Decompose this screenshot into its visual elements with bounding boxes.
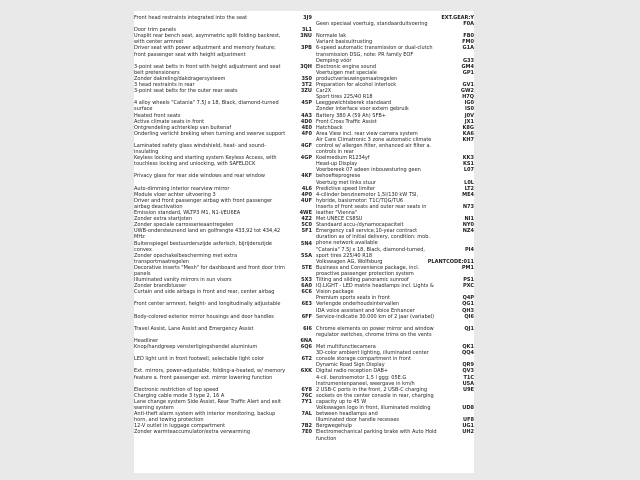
option-code: NZ4: [462, 228, 474, 235]
option-code: F0A: [463, 21, 474, 28]
option-code: JX1: [464, 118, 474, 125]
option-description: 3-point seat belts in front with height adjustment and seat belt pretensioners: [134, 63, 283, 76]
option-code: NI1: [464, 216, 474, 223]
option-description: Auto-dimming interior rearview mirror: [134, 185, 230, 192]
option-description: Sport tires 225/40 R18: [316, 94, 373, 101]
option-description: Geen speciaal voertuig, standaarduitvoering: [316, 21, 428, 28]
option-description: Front center armrest, height- and longitudinally adjustable: [134, 301, 281, 308]
option-description: Privacy glass for rear side windows and rear window: [134, 173, 266, 180]
option-code: GP1: [462, 69, 474, 76]
option-description: Demping vóór: [316, 57, 352, 64]
option-code: IS0: [465, 106, 474, 113]
option-code: U5A: [462, 380, 474, 387]
option-code: 6XK: [300, 368, 312, 375]
option-description: Zonder opschakelbescherming met extra transportmaatregelen: [134, 252, 239, 265]
option-description: Preparation for alcohol interlock: [316, 82, 397, 89]
option-code: KS1: [463, 161, 474, 168]
option-code: T1C: [463, 374, 474, 381]
option-description: 3 head restraints in rear: [134, 82, 195, 89]
right-description-column: [316, 15, 438, 442]
option-description: Lane change system Side Assist, Rear Traffic Alert and exit warning system: [134, 398, 283, 412]
option-description: Zonder speciale carrosserieaantregelen: [134, 222, 234, 229]
option-code: 4A3: [301, 112, 312, 119]
document-page: [134, 11, 474, 473]
option-code: KK3: [462, 155, 474, 162]
option-code: 3J9: [303, 15, 312, 21]
option-code: Q4P: [462, 295, 474, 302]
option-description: 2 USB-C ports in the front, 2 USB-C charging sockets on the center console in rear, charging capacity up to 45 W: [316, 386, 436, 405]
option-code: 7E0: [301, 429, 312, 436]
option-code: 3PB: [301, 45, 312, 52]
option-description: Curtain and side airbags in front and rear, center airbag: [134, 289, 275, 296]
option-code: 4UF: [301, 197, 312, 204]
option-description: 4-cilinder benzinemotor 1,5l/130 kW TSI, hybride, basismotor: T1C/TQG/TU6: [316, 191, 420, 204]
option-code: 5F1: [301, 228, 312, 235]
option-description: 3D-color ambient lighting, illuminated center console storage compartment in front: [316, 350, 431, 363]
option-description: Variant basisuitrusting: [316, 39, 373, 46]
option-code: L0L: [464, 179, 474, 186]
option-code: KH7: [462, 136, 474, 143]
option-description: Zonder warmteaccumulator/extra verwarming: [134, 429, 250, 436]
option-description: Illuminated door handle recesses: [316, 417, 400, 424]
option-code: LT2: [464, 185, 474, 192]
option-description: Premium sports seats in front: [316, 295, 390, 302]
option-description: IQ.LIGHT - LED matrix headlamps incl. Lights & Vision package: [316, 283, 436, 296]
option-code: 6FF: [301, 313, 312, 320]
option-description: Knop/handgreep vensterligingshendel aluminium: [134, 344, 258, 351]
option-code: PI4: [464, 246, 474, 253]
option-description: Module vloer achter uitvoering 3: [134, 191, 216, 198]
option-description: Electronic restriction of top speed: [134, 386, 219, 393]
option-code: UH2: [462, 429, 474, 436]
option-code: H7Q: [462, 94, 474, 101]
option-description: Normale lak: [316, 33, 347, 40]
option-description: Emergency call service,10-year contract duration as of initial delivery, condition: mob. phone network available: [316, 228, 432, 247]
option-description: Driver seat with power adjustment and memory feature; front passenger seat with height adjustment: [134, 45, 278, 58]
option-code: PM1: [461, 264, 474, 271]
option-description: Instrumentenpaneel, weergave in km/h: [316, 380, 415, 387]
option-description: Ontgrendeling achterklep van buitenaf: [134, 124, 232, 131]
left-code-column: [290, 15, 312, 436]
option-description: Voertuigen met speciale productverieuwingsmaatregelen: [316, 69, 398, 82]
option-description: Hatchback: [316, 124, 343, 131]
option-description: Inserts of front seats and outer rear seats in leather "Vienna": [316, 203, 429, 217]
option-code: GM4: [461, 63, 474, 70]
option-code: 6T2: [301, 356, 312, 363]
option-description: Battery 380 A (59 Ah) SFB+: [316, 112, 386, 119]
option-code: 4KF: [301, 173, 312, 180]
option-description: Tilting and sliding panoramic sunroof: [316, 277, 409, 284]
option-description: Driver and front passenger airbag with front passenger airbag deactivation: [134, 197, 274, 210]
option-description: Leeggewichtsberek standaard: [316, 100, 392, 107]
option-description: Unsplit rear bench seat, asymmetric split folding backrest, with center armrest: [134, 33, 283, 46]
option-code: 7AL: [301, 411, 312, 418]
option-code: G33: [462, 57, 474, 64]
option-code: L07: [463, 167, 474, 174]
option-code: 3S0: [301, 75, 312, 82]
option-code: QG1: [462, 301, 474, 308]
option-description: Met multifunctiecamera: [316, 344, 376, 351]
option-description: 4 alloy wheels "Catania" 7.5J x 18, Black, diamond-turned surface: [134, 100, 281, 113]
option-code: UD8: [462, 405, 474, 412]
option-code: QR9: [462, 362, 474, 369]
option-description: Anti-theft alarm system with interior monitoring, backup horn, and towing protection: [134, 411, 277, 424]
option-code: PXC: [462, 283, 474, 290]
option-code: J0V: [464, 112, 474, 119]
option-code: 4D0: [300, 118, 312, 125]
option-description: "Catania" 7.5J x 18, Black, diamond-turned, sport tires 225/40 R18: [316, 246, 427, 259]
option-code: 5X3: [301, 277, 312, 284]
option-description: Digital radio reception DAB+: [316, 368, 389, 375]
option-code: 7B2: [301, 423, 312, 430]
option-description: Volkswagen AG, Wolfsburg: [316, 258, 383, 265]
option-description: Front head restraints integrated into the seat: [134, 15, 248, 21]
option-code: KA6: [462, 130, 474, 137]
right-code-column: [424, 15, 474, 442]
option-code: GW2: [460, 88, 474, 95]
option-code: 4F0: [301, 130, 312, 137]
option-description: Area View incl. rear view camera system: [316, 130, 418, 137]
option-code: 6C6: [301, 289, 312, 296]
option-description: Koelmedium R1234yf: [316, 155, 370, 162]
option-description: Head-up Display: [316, 161, 358, 168]
option-description: Travel Assist, Lane Assist and Emergency Assist: [134, 325, 254, 332]
option-code: 6I6: [303, 325, 312, 332]
option-description: Predictive speed limiter: [316, 185, 376, 192]
option-description: Electromechanical parking brake with Auto Hold function: [316, 429, 439, 442]
option-code: U9E: [463, 386, 474, 393]
option-description: Air Care Climatronic 3 zone automatic climate control w/ allergen filter, enhanced air filter a. controls in rear: [316, 136, 433, 156]
option-description: Car2X: [316, 88, 332, 95]
option-description: Headliner: [134, 338, 159, 344]
option-description: Zonder dakreling/dakdragersysteem: [134, 75, 226, 82]
option-code: G1A: [462, 45, 474, 52]
option-code: GV1: [462, 82, 474, 89]
option-description: 4-cil. benzinemotor 1,5 l ggg: 05E.G: [316, 374, 407, 381]
option-code: QI6: [464, 313, 474, 320]
option-code: 5SA: [301, 252, 312, 259]
option-description: Heated front seats: [134, 112, 181, 119]
option-code: 4WE: [299, 210, 312, 217]
option-description: Front Cross Traffic Assist: [316, 118, 377, 125]
option-description: 3-point seat belts for the outer rear seats: [134, 88, 238, 95]
option-description: Decorative inserts "Mesh" for dashboard and front door trim panels: [134, 264, 287, 277]
option-code: 3L1: [301, 27, 312, 34]
option-description: Chrome elements on power mirror and window regulator switches, chrome trims on the vents: [316, 325, 436, 338]
option-code: PLANTCODE:011: [427, 258, 474, 265]
left-description-column: [134, 15, 289, 436]
option-code: 4E0: [301, 124, 312, 131]
option-code: EXT.GEAR:Y: [441, 15, 474, 21]
option-description: Voertuig met links stuur: [316, 179, 376, 186]
option-code: QK1: [462, 344, 474, 351]
option-code: FB0: [463, 33, 474, 40]
option-description: Buitenspiegel bestuurderszijde asferisch, bijrijderszijde convex: [134, 240, 274, 253]
option-code: 6A0: [301, 283, 312, 290]
option-description: IDA voice assistant and Voice Enhancer: [316, 307, 415, 314]
option-description: UWB-ondersteunend land en golfrengte 433,92 tot 434,42 MHz: [134, 228, 282, 241]
option-code: 6Y8: [301, 386, 312, 393]
option-description: Volkswagen logo in front, illuminated molding between headlamps and: [316, 405, 433, 418]
option-code: 6E3: [301, 301, 312, 308]
option-description: Voerbereek 07 adeen inbouwsturing geen behoefteprogrese: [316, 167, 423, 180]
option-description: Keyless locking and starting system Keyless Access, with touchless locking and unlocking, with SAFELOCK: [134, 155, 279, 168]
option-code: 5C0: [301, 222, 312, 229]
option-code: 5TE: [301, 264, 312, 271]
option-code: IG0: [464, 100, 474, 107]
option-code: 5N4: [300, 240, 312, 247]
option-description: Laminated safety glass windshield, heat- and sound-insulating: [134, 142, 267, 156]
option-code: 4GP: [300, 155, 312, 162]
option-code: 3NU: [300, 33, 312, 40]
option-code: NY0: [462, 222, 474, 229]
option-code: QV3: [462, 368, 474, 375]
option-code: ME4: [462, 191, 474, 198]
option-code: 6Q6: [300, 344, 312, 351]
option-description: Zonder interface voor extern gebruik: [316, 106, 409, 113]
option-code: 4P0: [301, 191, 312, 198]
option-description: Verlengde onderhoudsintervallen: [316, 301, 400, 308]
option-description: Dynamic Road Sign Display: [316, 362, 385, 369]
option-description: Business and Convenience package, incl. proactive passenger protection system: [316, 264, 421, 277]
option-description: Service-indicatie 30.000 km of 2 jaar (variabel): [316, 313, 435, 320]
option-description: Active climate seats in front: [134, 118, 205, 125]
option-code: 6NA: [300, 338, 312, 344]
option-code: FM0: [462, 39, 474, 46]
option-code: 7Y1: [301, 398, 312, 405]
option-code: QQ4: [462, 350, 474, 357]
option-code: UG1: [462, 423, 474, 430]
option-description: Zonder brandblusser: [134, 283, 187, 290]
option-description: Standaard accu-/dynamocapaciteit: [316, 222, 404, 229]
option-code: 4L6: [301, 185, 312, 192]
option-code: 4Z2: [301, 216, 312, 223]
option-description: Illuminated vanity mirrors in sun visors: [134, 277, 232, 284]
option-code: 76C: [301, 392, 312, 399]
option-description: Emission standard, WLTP3 M1, N1-I/EU6EA: [134, 210, 241, 217]
option-description: Met UNECE CS8SU: [316, 216, 363, 223]
option-description: LED light unit in front footwell, selectable light color: [134, 356, 265, 363]
option-description: Bergwegehulp: [316, 423, 352, 430]
option-code: 3QH: [300, 63, 312, 70]
option-code: QJ1: [464, 325, 474, 332]
option-code: N73: [462, 203, 474, 210]
option-code: 3T2: [301, 82, 312, 89]
option-description: 6-speed automatic transmission or dual-clutch transmission DSG, note: PR family EOF: [316, 45, 435, 58]
option-code: 4GF: [301, 142, 312, 149]
option-description: 12-V outlet in luggage compartment: [134, 423, 226, 430]
option-description: Charging cable mode 3 type 2, 16 A: [134, 392, 225, 399]
option-description: Electronic engine sound: [316, 63, 377, 70]
option-description: Zonder extra startjsten: [134, 216, 193, 223]
option-description: Door trim panels: [134, 27, 176, 34]
option-description: Body-colored exterior mirror housings and door handles: [134, 313, 274, 320]
option-code: 45P: [301, 100, 312, 107]
option-code: PS1: [463, 277, 474, 284]
option-code: UF8: [463, 417, 474, 424]
option-code: 3ZU: [300, 88, 312, 95]
option-description: Ext. mirrors, power-adjustable, folding-a-heated, w/ memory feature a. front passenger ext. mirror lowering function: [134, 368, 287, 381]
option-code: QH3: [462, 307, 474, 314]
option-description: Onderling verlicht breking when turning and swerve support: [134, 130, 286, 137]
option-code: K8G: [462, 124, 474, 131]
